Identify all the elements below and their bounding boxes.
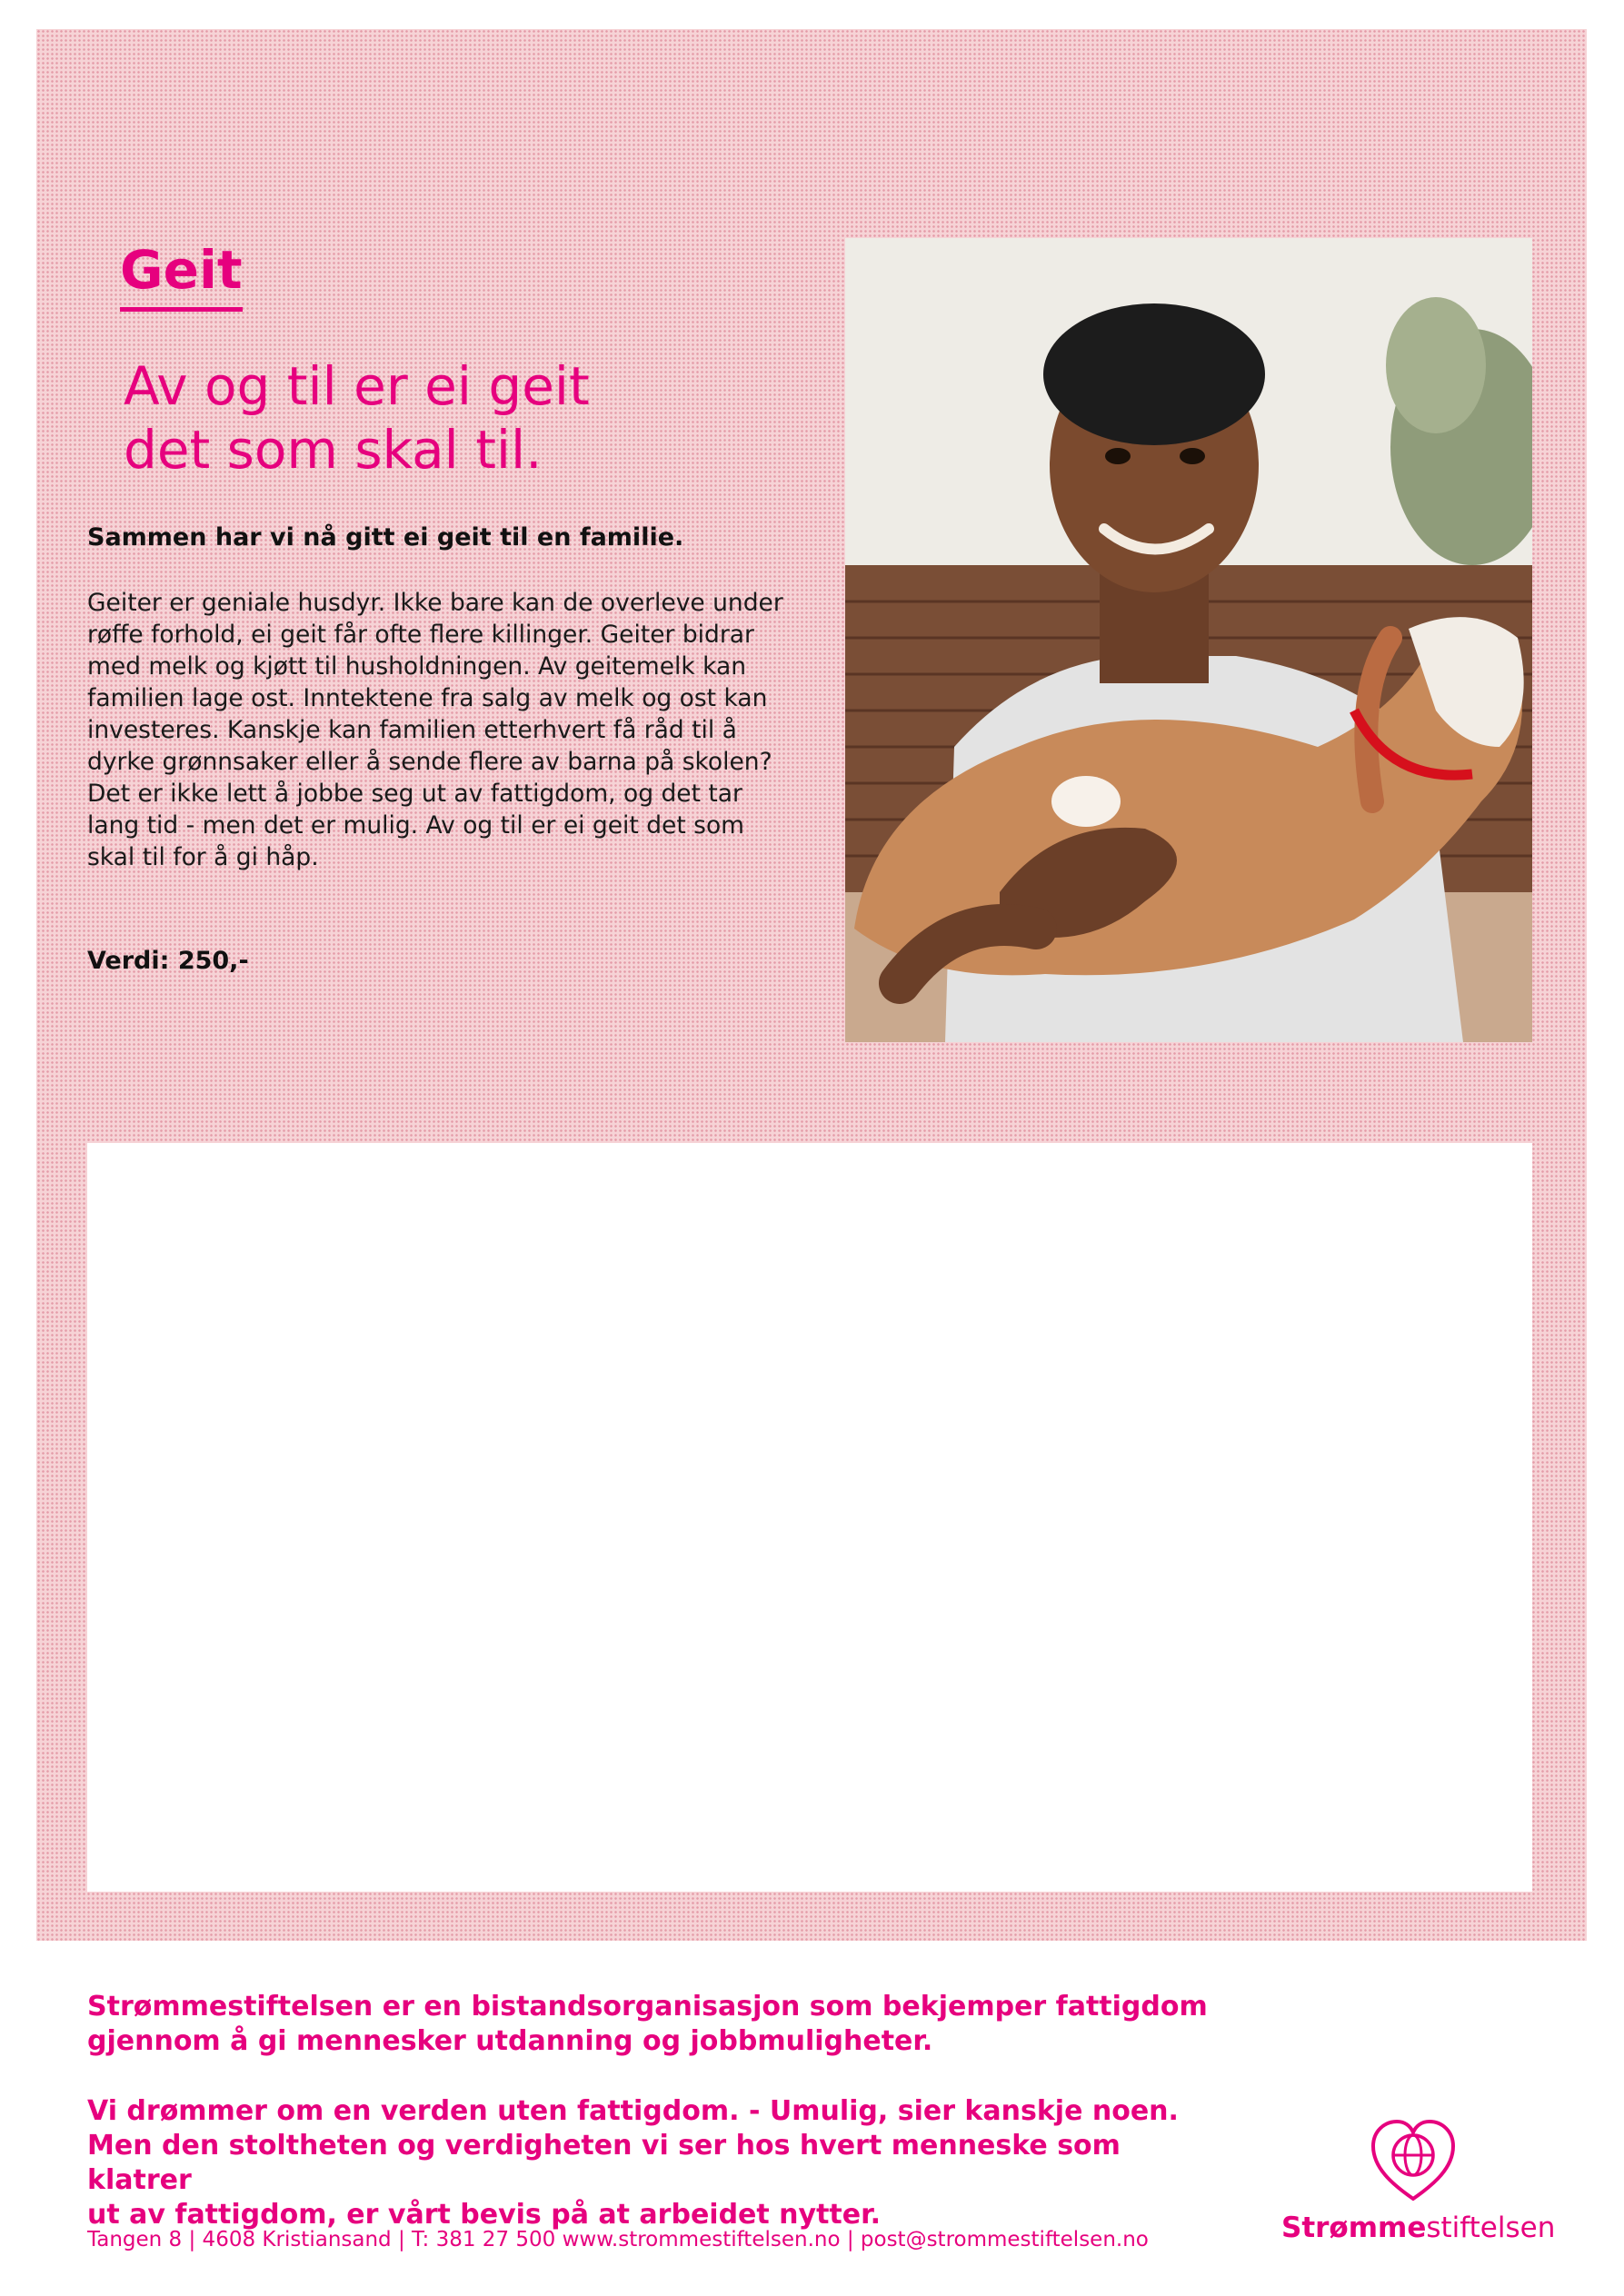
logo-wordmark: [1281, 2212, 1554, 2244]
vision-statement: [87, 2094, 1214, 2232]
photo-boy-with-goat: [845, 238, 1532, 1042]
vision-line-1: Vi drømmer om en verden uten fattigdom. - Umulig, sier kanskje noen.: [87, 2095, 1179, 2127]
page-title: Geit: [120, 244, 243, 312]
logo-text-bold: Strømme: [1281, 2212, 1427, 2244]
photo-illustration: [845, 238, 1532, 1042]
tagline-line-2: det som skal til.: [124, 419, 543, 481]
vision-line-2: Men den stoltheten og verdigheten vi ser hos hvert menneske som klatrer: [87, 2130, 1121, 2196]
mission-line-2: gjennom å gi mennesker utdanning og jobbmuligheter.: [87, 2025, 933, 2057]
body-paragraph: Geiter er geniale husdyr. Ikke bare kan de overleve under røffe forhold, ei geit får ofte flere killinger. Geiter bidrar med melk og kjøtt til husholdningen. Av geitemelk kan familien lage ost. Inntektene fra salg av melk og ost kan investeres. Kanskje kan familien etterhvert få råd til å dyrke grønnsaker eller å sende flere av barna på skolen? Det er ikke lett å jobbe seg ut av fattigdom, og det tar lang tid - men det er mulig. Av og til er ei geit det som skal til for å gi håp.: [87, 589, 783, 871]
vision-line-3: ut av fattigdom, er vårt bevis på at arbeidet nytter.: [87, 2199, 882, 2231]
logo-text-regular: stiftelsen: [1426, 2212, 1556, 2244]
logo: [1281, 2113, 1554, 2250]
heart-globe-icon: [1367, 2113, 1460, 2206]
price-label: Verdi: 250,-: [87, 947, 249, 975]
message-writing-area: [87, 1143, 1532, 1892]
mission-statement: [87, 1990, 1214, 2059]
mission-line-1: Strømmestiftelsen er en bistandsorganisasjon som bekjemper fattigdom: [87, 1991, 1208, 2023]
tagline-line-1: Av og til er ei geit: [124, 355, 590, 417]
lead-paragraph: Sammen har vi nå gitt ei geit til en familie.: [87, 523, 684, 552]
tagline: [124, 354, 814, 482]
contact-info: Tangen 8 | 4608 Kristiansand | T: 381 27 500 www.strommestiftelsen.no | post@strommestiftelsen.no: [87, 2228, 1149, 2251]
